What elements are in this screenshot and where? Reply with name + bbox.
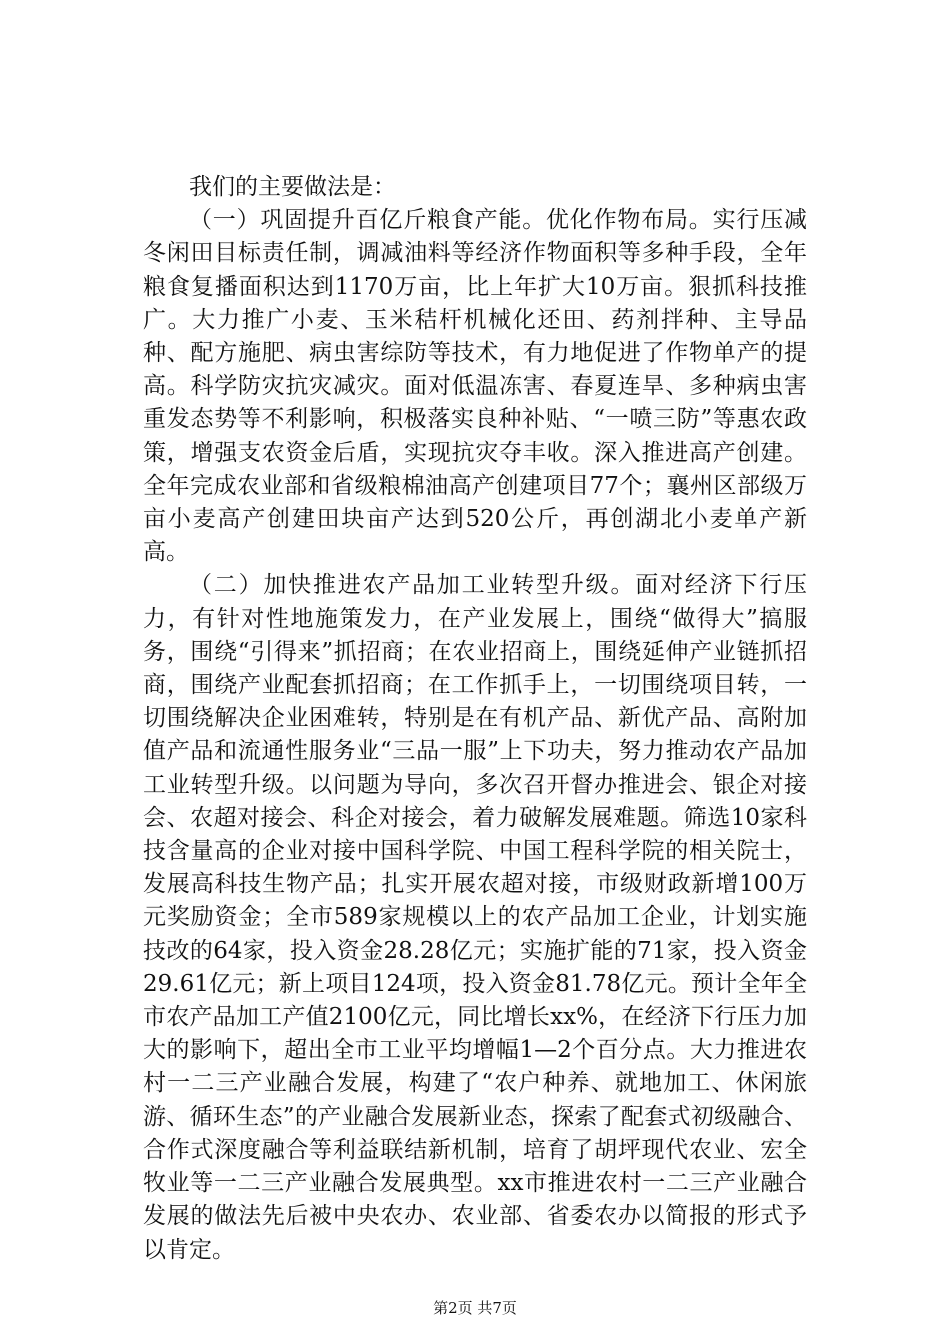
document-body [143, 171, 807, 1267]
page-footer [0, 1298, 950, 1318]
paragraph-intro: 我们的主要做法是： [189, 174, 396, 200]
paragraph-section-two: （二）加快推进农产品加工业转型升级。面对经济下行压力，有针对性地施策发力，在产业发展上，围绕“做得大”搞服务，围绕“引得来”抓招商；在农业招商上，围绕延伸产业链抓招商，围绕产业配套抓招商；在工作抓手上，一切围绕项目转，一切围绕解决企业困难转，特别是在有机产品、新优产品、高附加值产品和流通性服务业“三品一服”上下功夫，努力推动农产品加工业转型升级。以问题为导向，多次召开督办推进会、银企对接会、农超对接会、科企对接会，着力破解发展难题。筛选10家科技含量高的企业对接中国科学院、中国工程科学院的相关院士，发展高科技生物产品；扎实开展农超对接，市级财政新增100万元奖励资金；全市589家规模以上的农产品加工企业，计划实施技改的64家，投入资金28.28亿元；实施扩能的71家，投入资金29.61亿元；新上项目124项，投入资金81.78亿元。预计全年全市农产品加工产值2100亿元，同比增长xx%，在经济下行压力加大的影响下，超出全市工业平均增幅1—2个百分点。大力推进农村一二三产业融合发展，构建了“农户种养、就地加工、休闲旅游、循环生态”的产业融合发展新业态，探索了配套式初级融合、合作式深度融合等利益联结新机制，培育了胡坪现代农业、宏全牧业等一二三产业融合发展典型。xx市推进农村一二三产业融合发展的做法先后被中央农办、农业部、省委农办以简报的形式予以肯定。 [143, 572, 807, 1263]
page-number-label: 第2页 共7页 [433, 1299, 517, 1317]
paragraph-section-one: （一）巩固提升百亿斤粮食产能。优化作物布局。实行压减冬闲田目标责任制，调减油料等经济作物面积等多种手段，全年粮食复播面积达到1170万亩，比上年扩大10万亩。狠抓科技推广。大力推广小麦、玉米秸杆机械化还田、药剂拌种、主导品种、配方施肥、病虫害综防等技术，有力地促进了作物单产的提高。科学防灾抗灾减灾。面对低温冻害、春夏连旱、多种病虫害重发态势等不利影响，积极落实良种补贴、“一喷三防”等惠农政策，增强支农资金后盾，实现抗灾夺丰收。深入推进高产创建。全年完成农业部和省级粮棉油高产创建项目77个；襄州区部级万亩小麦高产创建田块亩产达到520公斤，再创湖北小麦单产新高。 [143, 207, 807, 566]
